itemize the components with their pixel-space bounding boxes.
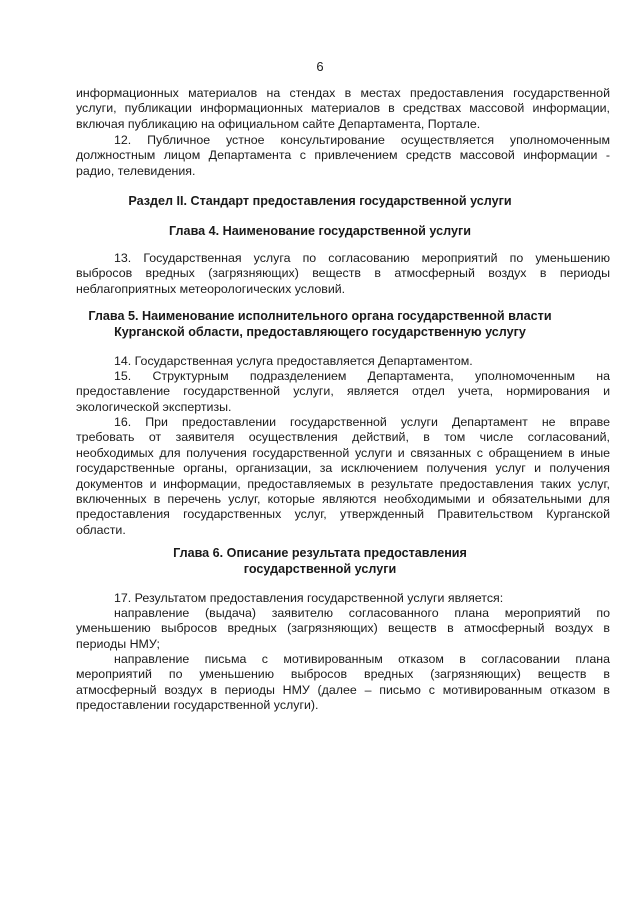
text-line: атмосферный воздух в периоды НМУ (далее – письмо с мотивированным отказом в xyxy=(76,682,610,697)
text-line: мероприятий по уменьшению выбросов вредных (загрязняющих) веществ в xyxy=(76,667,610,682)
paragraph-13 xyxy=(76,251,610,297)
page-number: 6 xyxy=(316,59,324,74)
paragraph-17-item-1 xyxy=(76,606,610,652)
paragraph-12 xyxy=(76,133,610,179)
chapter-6-heading xyxy=(0,545,640,577)
paragraph-17-item-2 xyxy=(76,652,610,714)
text-line: государственные органы, организации, за исключением получения услуг и получения xyxy=(76,461,610,476)
text-line: включенных в перечень услуг, которые являются необходимыми и обязательными для xyxy=(76,492,610,507)
text-line: экологической экспертизы. xyxy=(76,399,232,414)
text-line: выбросов вредных (загрязняющих) веществ в атмосферный воздух в периоды xyxy=(76,266,610,281)
text-line: 13. Государственная услуга по согласованию мероприятий по уменьшению xyxy=(114,251,610,265)
text-line: необходимых для получения государственной услуги и связанных с обращением в иные xyxy=(76,445,610,460)
heading-line: Глава 5. Наименование исполнительного органа государственной власти xyxy=(88,309,552,323)
text-line: направление письма с мотивированным отказом в согласовании плана xyxy=(114,652,610,666)
paragraph-continuation xyxy=(76,86,610,132)
paragraph-17 xyxy=(76,591,610,606)
text-line: уменьшению выбросов вредных (загрязняющих) веществ в атмосферный воздух в xyxy=(76,621,610,636)
text-line: предоставления государственных услуг, утвержденный Правительством Курганской xyxy=(76,507,610,522)
text-line: радио, телевидения. xyxy=(76,163,196,178)
text-line: включая публикацию на официальном сайте Департамента, Портале. xyxy=(76,116,481,131)
text-line: предоставление государственной услуги, является отдел учета, нормирования и xyxy=(76,384,610,399)
text-line: 14. Государственная услуга предоставляется Департаментом. xyxy=(114,354,473,368)
chapter-5-heading xyxy=(0,308,640,340)
section-2-heading: Раздел II. Стандарт предоставления государственной услуги xyxy=(128,194,512,208)
text-line: должностным лицом Департамента с привлечением средств массовой информации - xyxy=(76,148,610,163)
heading-line: Глава 6. Описание результата предоставления xyxy=(173,546,467,560)
paragraph-15 xyxy=(76,369,610,415)
text-line: 17. Результатом предоставления государственной услуги является: xyxy=(114,591,504,605)
text-line: услуги, публикации информационных материалов в средствах массовой информации, xyxy=(76,101,610,116)
text-line: 15. Структурным подразделением Департамента, уполномоченным на xyxy=(114,369,610,383)
text-line: области. xyxy=(76,522,126,537)
text-line: неблагоприятных метеорологических условий. xyxy=(76,281,346,296)
text-line: предоставлении государственной услуги). xyxy=(76,698,319,713)
text-line: документов и информации, предоставляемых в результате предоставления таких услуг, xyxy=(76,476,610,491)
heading-line: Курганской области, предоставляющего государственную услугу xyxy=(114,325,526,339)
text-line: периоды НМУ; xyxy=(76,636,160,651)
heading-line: государственной услуги xyxy=(243,562,397,576)
text-line: 16. При предоставлении государственной услуги Департамент не вправе xyxy=(114,415,610,429)
text-line: требовать от заявителя осуществления действий, в том числе согласований, xyxy=(76,430,610,445)
text-line: 12. Публичное устное консультирование осуществляется уполномоченным xyxy=(114,133,610,147)
paragraph-16 xyxy=(76,415,610,538)
text-line: информационных материалов на стендах в местах предоставления государственной xyxy=(76,86,610,100)
text-line: направление (выдача) заявителю согласованного плана мероприятий по xyxy=(114,606,610,620)
paragraph-14 xyxy=(76,354,610,369)
chapter-4-heading: Глава 4. Наименование государственной услуги xyxy=(169,224,471,238)
